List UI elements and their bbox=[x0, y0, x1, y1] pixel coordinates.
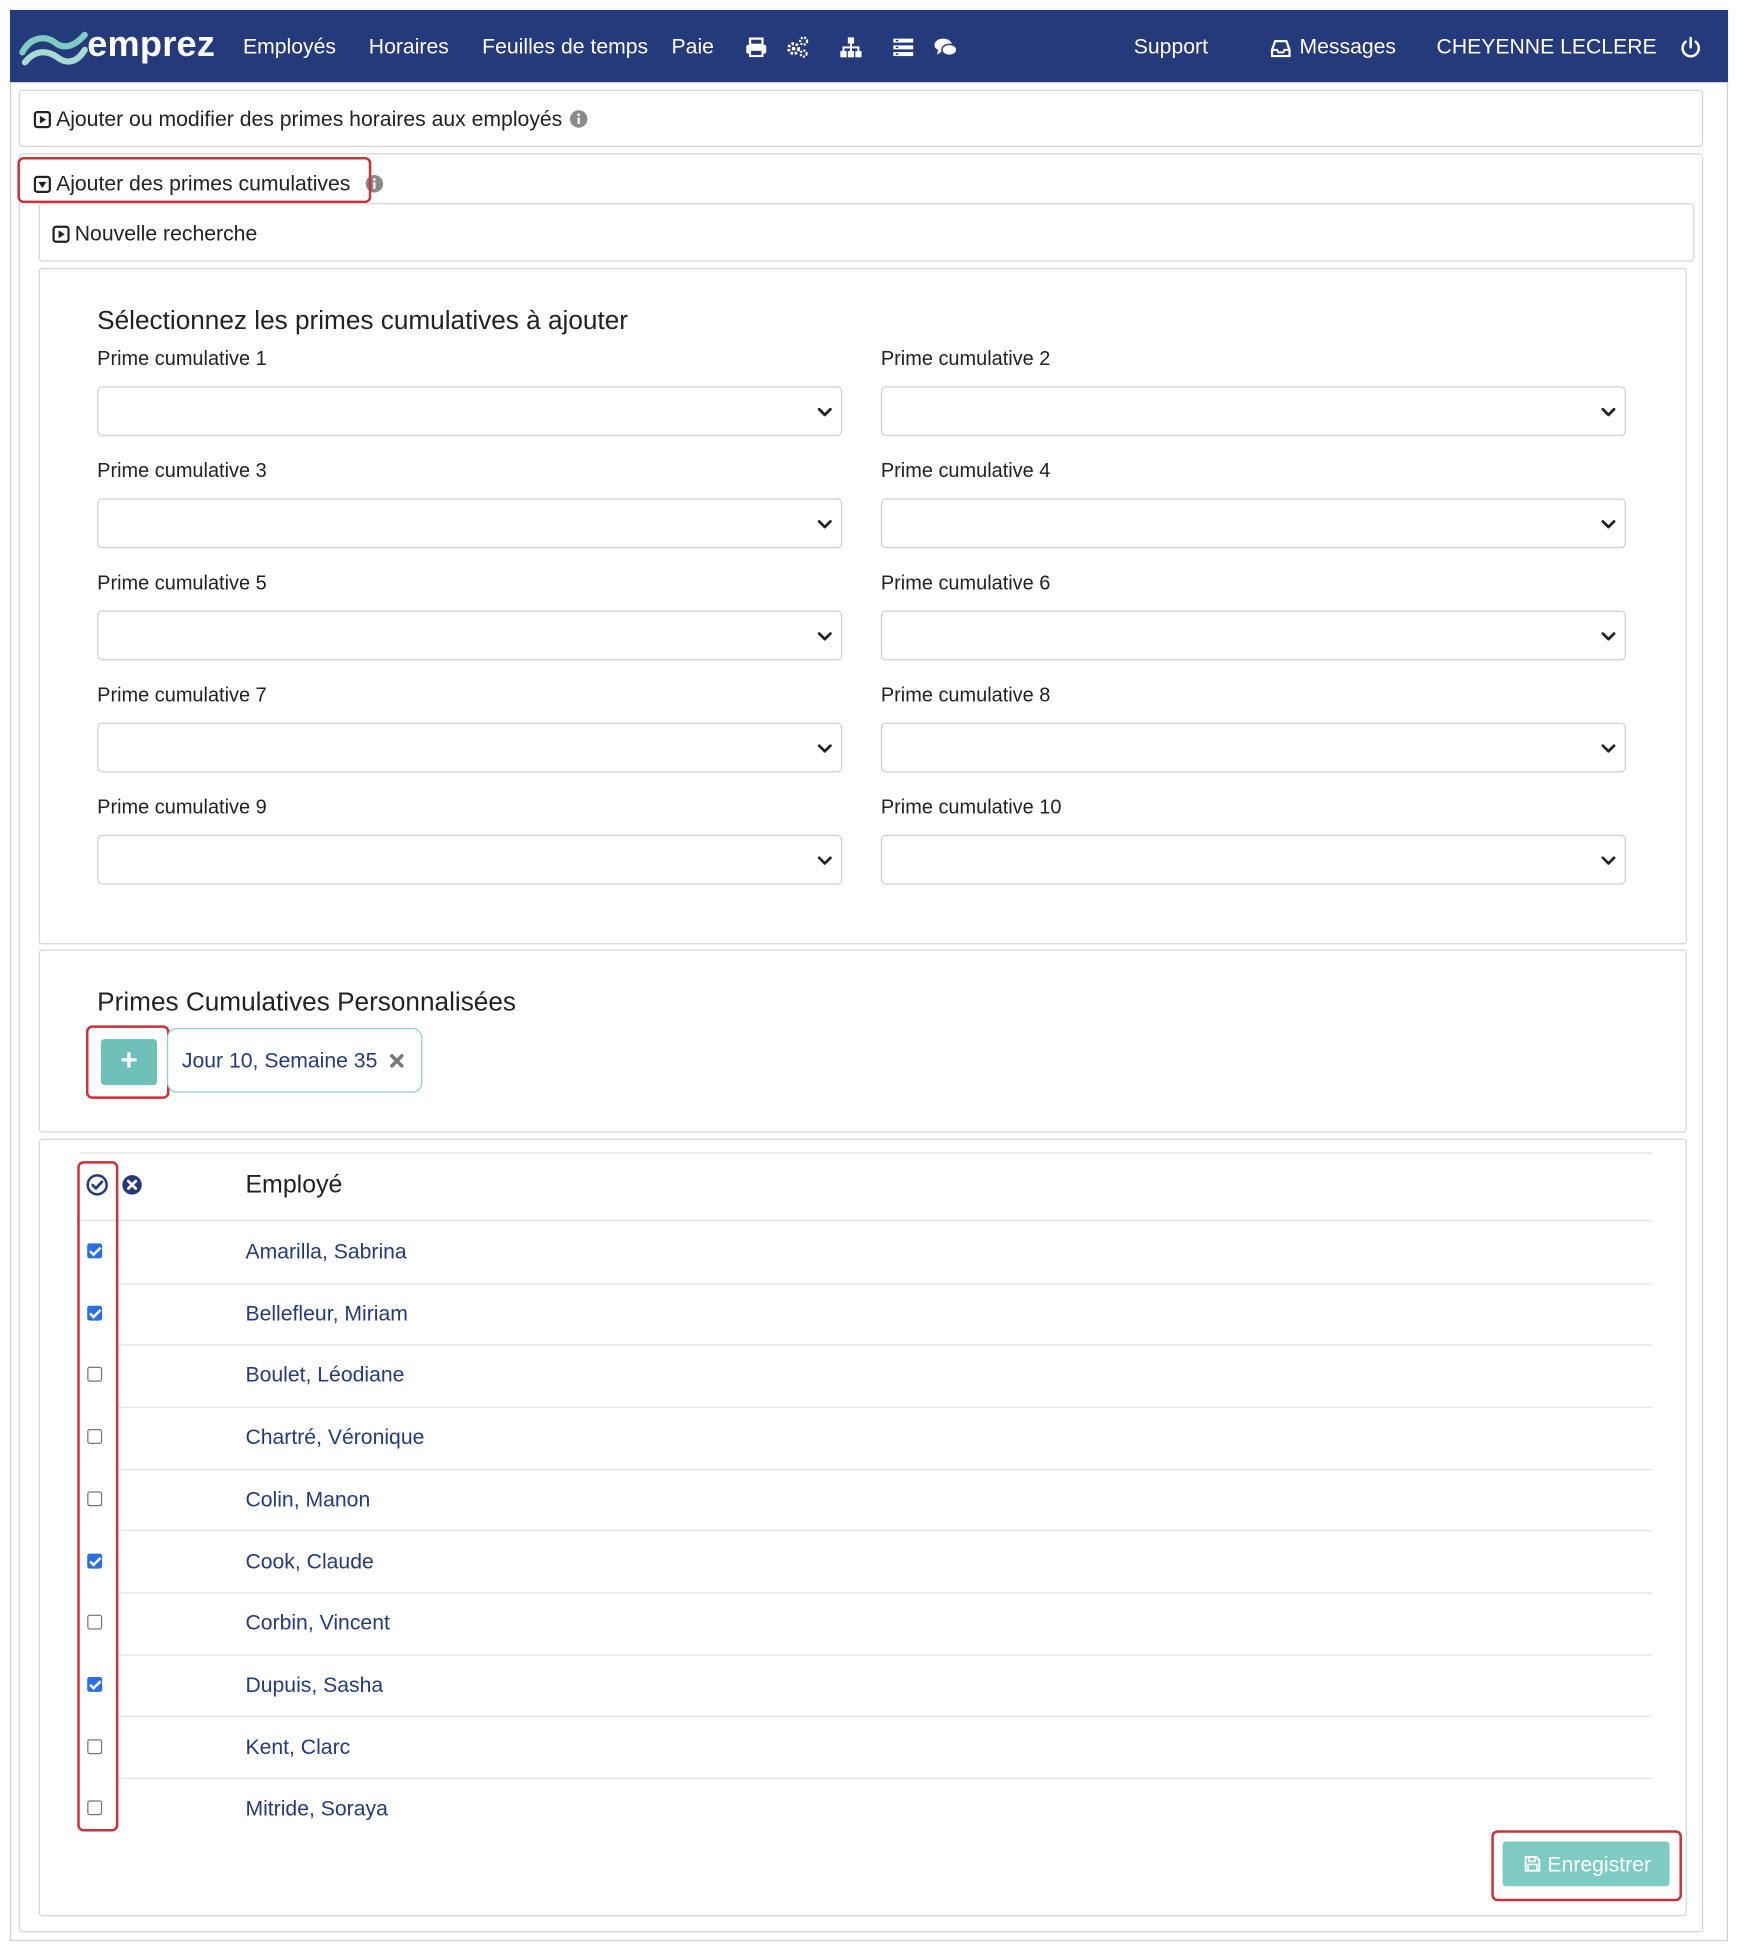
chevron-down-icon bbox=[1600, 516, 1617, 533]
employee-name-link[interactable]: Cook, Claude bbox=[245, 1549, 374, 1573]
employee-checkbox[interactable] bbox=[87, 1429, 102, 1444]
hourly-primes-header[interactable] bbox=[34, 107, 589, 132]
row-divider bbox=[118, 1778, 1652, 1779]
employee-checkbox[interactable] bbox=[87, 1615, 102, 1630]
employee-name-link[interactable]: Amarilla, Sabrina bbox=[245, 1239, 407, 1264]
employee-name-link[interactable]: Colin, Manon bbox=[245, 1487, 371, 1512]
row-divider bbox=[118, 1406, 1652, 1407]
select-primes-title: Sélectionnez les primes cumulatives à ajouter bbox=[97, 306, 628, 336]
table-top-border bbox=[78, 1152, 1652, 1153]
chevron-down-icon bbox=[816, 404, 833, 421]
print-icon[interactable] bbox=[744, 35, 769, 60]
prime-cumulative-3-label: Prime cumulative 3 bbox=[97, 460, 267, 483]
row-divider bbox=[118, 1716, 1652, 1717]
prime-cumulative-6-label: Prime cumulative 6 bbox=[880, 573, 1051, 595]
employee-name-link[interactable]: Chartré, Véronique bbox=[245, 1425, 425, 1450]
deselect-all-icon[interactable] bbox=[121, 1174, 143, 1196]
row-divider bbox=[118, 1283, 1652, 1284]
collapse-icon bbox=[34, 176, 51, 193]
prime-cumulative-4-label: Prime cumulative 4 bbox=[880, 460, 1051, 483]
expand-icon bbox=[34, 111, 51, 128]
chevron-down-icon bbox=[1600, 628, 1617, 645]
new-search-title: Nouvelle recherche bbox=[74, 221, 258, 246]
prime-cumulative-10-label: Prime cumulative 10 bbox=[880, 797, 1062, 819]
prime-cumulative-4-select[interactable] bbox=[881, 498, 1626, 548]
cumulative-primes-title: Ajouter des primes cumulatives bbox=[56, 171, 351, 196]
prime-cumulative-7-label: Prime cumulative 7 bbox=[97, 685, 267, 707]
hourly-primes-title: Ajouter ou modifier des primes horaires aux employés bbox=[56, 107, 563, 131]
cogs-icon[interactable] bbox=[785, 35, 810, 60]
sitemap-icon[interactable] bbox=[838, 35, 863, 60]
prime-cumulative-1-label: Prime cumulative 1 bbox=[97, 348, 267, 371]
prime-cumulative-5-label: Prime cumulative 5 bbox=[97, 573, 267, 595]
custom-prime-tag bbox=[167, 1028, 422, 1093]
employee-checkbox[interactable] bbox=[87, 1367, 102, 1382]
chevron-down-icon bbox=[816, 628, 833, 645]
employee-name-link[interactable]: Corbin, Vincent bbox=[245, 1611, 390, 1635]
power-icon[interactable] bbox=[1678, 35, 1703, 60]
expand-icon bbox=[52, 226, 69, 243]
prime-cumulative-5-select[interactable] bbox=[97, 610, 842, 660]
chevron-down-icon bbox=[1600, 740, 1617, 757]
prime-cumulative-8-select[interactable] bbox=[881, 723, 1626, 773]
prime-cumulative-2-select[interactable] bbox=[881, 386, 1626, 436]
employee-checkbox[interactable] bbox=[87, 1801, 102, 1816]
employee-checkbox[interactable] bbox=[87, 1553, 102, 1568]
employee-checkbox[interactable] bbox=[87, 1491, 102, 1506]
employee-name-link[interactable]: Dupuis, Sasha bbox=[245, 1673, 384, 1697]
prime-cumulative-7-select[interactable] bbox=[97, 723, 842, 773]
employee-checkbox[interactable] bbox=[87, 1677, 102, 1692]
select-all-icon[interactable] bbox=[86, 1174, 108, 1196]
employee-checkbox[interactable] bbox=[87, 1739, 102, 1754]
chevron-down-icon bbox=[816, 740, 833, 757]
nav-support[interactable]: Support bbox=[1133, 34, 1208, 59]
chevron-down-icon bbox=[1600, 852, 1617, 869]
employee-name-link[interactable]: Boulet, Léodiane bbox=[245, 1363, 405, 1388]
employee-column-header: Employé bbox=[245, 1171, 343, 1199]
prime-cumulative-1-select[interactable] bbox=[97, 386, 842, 436]
prime-cumulative-10-select[interactable] bbox=[881, 835, 1626, 885]
list-icon[interactable] bbox=[891, 35, 916, 60]
prime-cumulative-9-select[interactable] bbox=[97, 835, 842, 885]
add-custom-prime-button[interactable]: + bbox=[101, 1039, 157, 1085]
row-divider bbox=[118, 1654, 1652, 1655]
row-divider bbox=[118, 1592, 1652, 1593]
row-divider bbox=[118, 1530, 1652, 1531]
new-search-header[interactable] bbox=[52, 222, 257, 247]
info-icon[interactable] bbox=[570, 110, 589, 129]
employee-name-link[interactable]: Bellefleur, Miriam bbox=[245, 1301, 408, 1326]
row-divider bbox=[118, 1345, 1652, 1346]
chevron-down-icon bbox=[816, 852, 833, 869]
inbox-icon[interactable] bbox=[1268, 36, 1293, 61]
employee-checkbox[interactable] bbox=[87, 1305, 102, 1320]
nav-horaires[interactable]: Horaires bbox=[368, 34, 449, 59]
nav-feuilles-de-temps[interactable]: Feuilles de temps bbox=[482, 34, 649, 59]
nav-messages[interactable]: Messages bbox=[1299, 34, 1397, 59]
employee-name-link[interactable]: Mitride, Soraya bbox=[245, 1796, 388, 1821]
save-button-label: Enregistrer bbox=[1547, 1852, 1651, 1877]
info-icon[interactable] bbox=[365, 174, 384, 193]
save-icon bbox=[1524, 1855, 1541, 1872]
chevron-down-icon bbox=[1600, 404, 1617, 421]
nav-paie[interactable]: Paie bbox=[671, 34, 714, 59]
chevron-down-icon bbox=[816, 516, 833, 533]
emprez-logo-icon[interactable] bbox=[17, 25, 89, 75]
prime-cumulative-6-select[interactable] bbox=[881, 610, 1626, 660]
nav-user-name[interactable]: CHEYENNE LECLERE bbox=[1436, 34, 1657, 59]
remove-tag-icon[interactable] bbox=[389, 1053, 405, 1069]
save-button[interactable] bbox=[1503, 1841, 1670, 1886]
cumulative-primes-header[interactable] bbox=[34, 172, 384, 197]
employee-checkbox[interactable] bbox=[87, 1243, 102, 1258]
new-search-panel bbox=[39, 203, 1695, 262]
prime-cumulative-3-select[interactable] bbox=[97, 498, 842, 548]
row-divider bbox=[118, 1468, 1652, 1469]
nav-employes[interactable]: Employés bbox=[242, 34, 336, 59]
employee-name-link[interactable]: Kent, Clarc bbox=[245, 1735, 351, 1759]
prime-cumulative-9-label: Prime cumulative 9 bbox=[97, 797, 267, 819]
prime-cumulative-2-label: Prime cumulative 2 bbox=[880, 348, 1051, 371]
custom-prime-tag-label: Jour 10, Semaine 35 bbox=[181, 1049, 378, 1073]
custom-primes-title: Primes Cumulatives Personnalisées bbox=[97, 987, 516, 1017]
comments-icon[interactable] bbox=[933, 35, 958, 60]
prime-cumulative-8-label: Prime cumulative 8 bbox=[880, 685, 1051, 707]
top-navbar bbox=[10, 10, 1728, 85]
brand-name[interactable]: emprez bbox=[87, 24, 216, 65]
table-header-border bbox=[78, 1220, 1652, 1221]
